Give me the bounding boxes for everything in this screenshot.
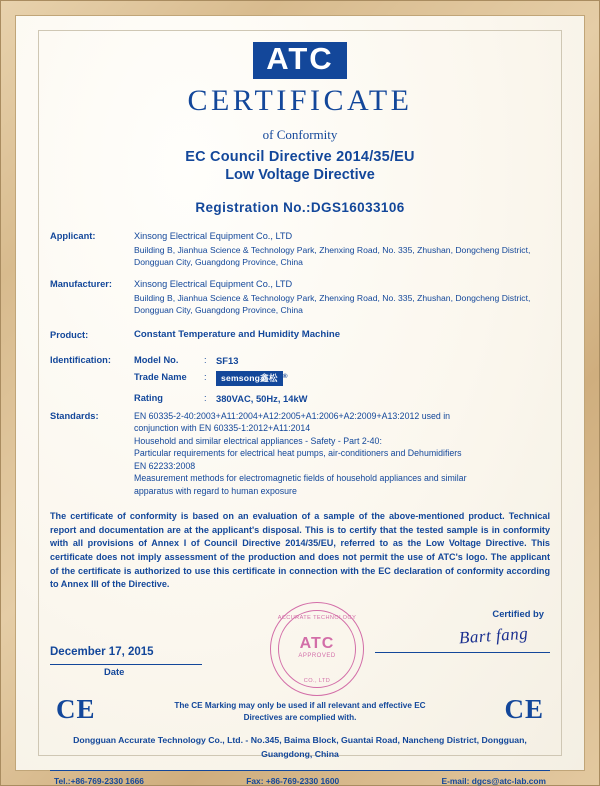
- trade-name-colon: :: [204, 371, 207, 382]
- certificate-paper: [16, 16, 584, 786]
- identification-label: Identification:: [50, 354, 111, 365]
- manufacturer-address: Building B, Jianhua Science & Technology Park, Zhenxing Road, No. 335, Zhushan, Dongcheng District, Dongguan City, Guangdong Province, China: [134, 292, 531, 315]
- page-title: CERTIFICATE: [187, 83, 413, 117]
- registered-trademark-icon: ®: [282, 372, 288, 380]
- standard-line: Particular requirements for electrical heat pumps, air-conditioners and Dehumidifiers: [134, 448, 462, 459]
- applicant-row: [50, 230, 550, 268]
- spacer: [50, 271, 550, 278]
- manufacturer-label: Manufacturer:: [50, 278, 112, 289]
- model-value: SF13: [216, 354, 239, 366]
- standard-line: apparatus with regard to human exposure: [134, 485, 297, 496]
- signature-text: Bart fang: [458, 623, 529, 648]
- issuer-address-line2: Guangdong, China: [261, 749, 339, 760]
- directive-reference: EC Council Directive 2014/35/EU: [185, 148, 415, 165]
- spacer: [50, 345, 550, 355]
- contact-email[interactable]: E-mail: dgcs@atc-lab.com: [441, 776, 546, 786]
- signature-line: [375, 652, 550, 653]
- trade-name-cn: 鑫松: [260, 372, 278, 383]
- model-key: Model No.: [134, 354, 179, 365]
- standard-line: EN 60335-2-40:2003+A11:2004+A12:2005+A1:2006+A2:2009+A13:2012 used in: [134, 410, 451, 421]
- certificate-content: [50, 36, 550, 786]
- conformity-statement: The certificate of conformity is based on an evaluation of a sample of the above-mentioned product. Technical report and documentation are at the applicant's disposal. This is to certify that the tested sample is in conformity with all provisions of Annex I of Council Directive 2014/35/EU, referred to as the Low Voltage Directive. This certificate does not imply assessment of the production and does not permit the use of ATC's logo. The applicant of the certificate is authorized to use this certificate in connection with the EC declaration of conformity according to Annex III of the Directive.: [50, 511, 550, 590]
- rating-value: 380VAC, 50Hz, 14kW: [216, 392, 308, 404]
- manufacturer-row: [50, 278, 550, 316]
- seal-bottom-text: CO., LTD: [303, 677, 331, 684]
- identification-model-row: [50, 355, 550, 366]
- signature-area: [50, 608, 550, 686]
- seal-top-text: ACCURATE TECHNOLOGY: [277, 614, 357, 621]
- ce-marking-row: [50, 692, 550, 732]
- standards-label: Standards:: [50, 410, 99, 421]
- standard-line: Measurement methods for electromagnetic fields of household appliances and similar: [134, 473, 467, 484]
- issuer-address-line1: Dongguan Accurate Technology Co., Ltd. - No.345, Baima Block, Guantai Road, Nancheng District, Dongguan,: [73, 734, 527, 745]
- product-label: Product:: [50, 329, 89, 340]
- issue-date: December 17, 2015: [50, 645, 154, 658]
- trade-name-badge: [216, 371, 283, 386]
- trade-name-key: Trade Name: [134, 371, 187, 382]
- rating-colon: :: [204, 392, 207, 403]
- product-row: [50, 329, 550, 342]
- standards-list: [134, 410, 550, 497]
- product-value: Constant Temperature and Humidity Machine: [134, 328, 341, 340]
- footer-divider: [50, 770, 550, 771]
- trade-name-text: semsong: [221, 372, 261, 383]
- standard-line: EN 62233:2008: [134, 460, 196, 471]
- manufacturer-name: Xinsong Electrical Equipment Co., LTD: [134, 278, 293, 289]
- seal-approved-text: APPROVED: [298, 652, 336, 659]
- standard-line: Household and similar electrical appliances - Safety - Part 2-40:: [134, 435, 382, 446]
- applicant-name: Xinsong Electrical Equipment Co., LTD: [134, 230, 293, 241]
- date-line: [50, 664, 202, 665]
- certified-by-label: Certified by: [492, 607, 544, 619]
- rating-row: [50, 393, 550, 404]
- standards-row: [50, 410, 550, 497]
- seal-center-text: ATC: [299, 634, 335, 652]
- applicant-address: Building B, Jianhua Science & Technology Park, Zhenxing Road, No. 335, Zhushan, Dongcheng District, Dongguan City, Guangdong Province, China: [134, 244, 531, 267]
- atc-logo-wrap: [50, 42, 550, 79]
- contact-fax: Fax: +86-769-2330 1600: [246, 776, 340, 786]
- ce-mark-left-icon: CE: [56, 693, 96, 724]
- standard-line: conjunction with EN 60335-1:2012+A11:2014: [134, 423, 311, 434]
- rating-key: Rating: [134, 392, 163, 403]
- directive-name: Low Voltage Directive: [225, 166, 375, 183]
- approval-seal-icon: [270, 602, 364, 696]
- atc-logo: ATC: [253, 42, 346, 79]
- registration-number: Registration No.:DGS16033106: [195, 199, 405, 215]
- contact-tel: Tel.:+86-769-2330 1666: [54, 776, 144, 786]
- model-colon: :: [204, 354, 207, 365]
- trade-name-row: [50, 372, 550, 387]
- date-label: Date: [104, 665, 125, 677]
- applicant-label: Applicant:: [50, 230, 96, 241]
- certificate-subtitle: of Conformity: [262, 126, 338, 142]
- trade-name-value: [216, 372, 550, 387]
- fields-section: [50, 230, 550, 497]
- spacer: [50, 319, 550, 329]
- ce-marking-note: The CE Marking may only be used if all relevant and effective EC Directives are complied with.: [174, 700, 426, 722]
- footer-contacts: [50, 776, 550, 786]
- certificate-paper-container: [15, 15, 585, 786]
- ce-mark-right-icon: CE: [504, 693, 544, 724]
